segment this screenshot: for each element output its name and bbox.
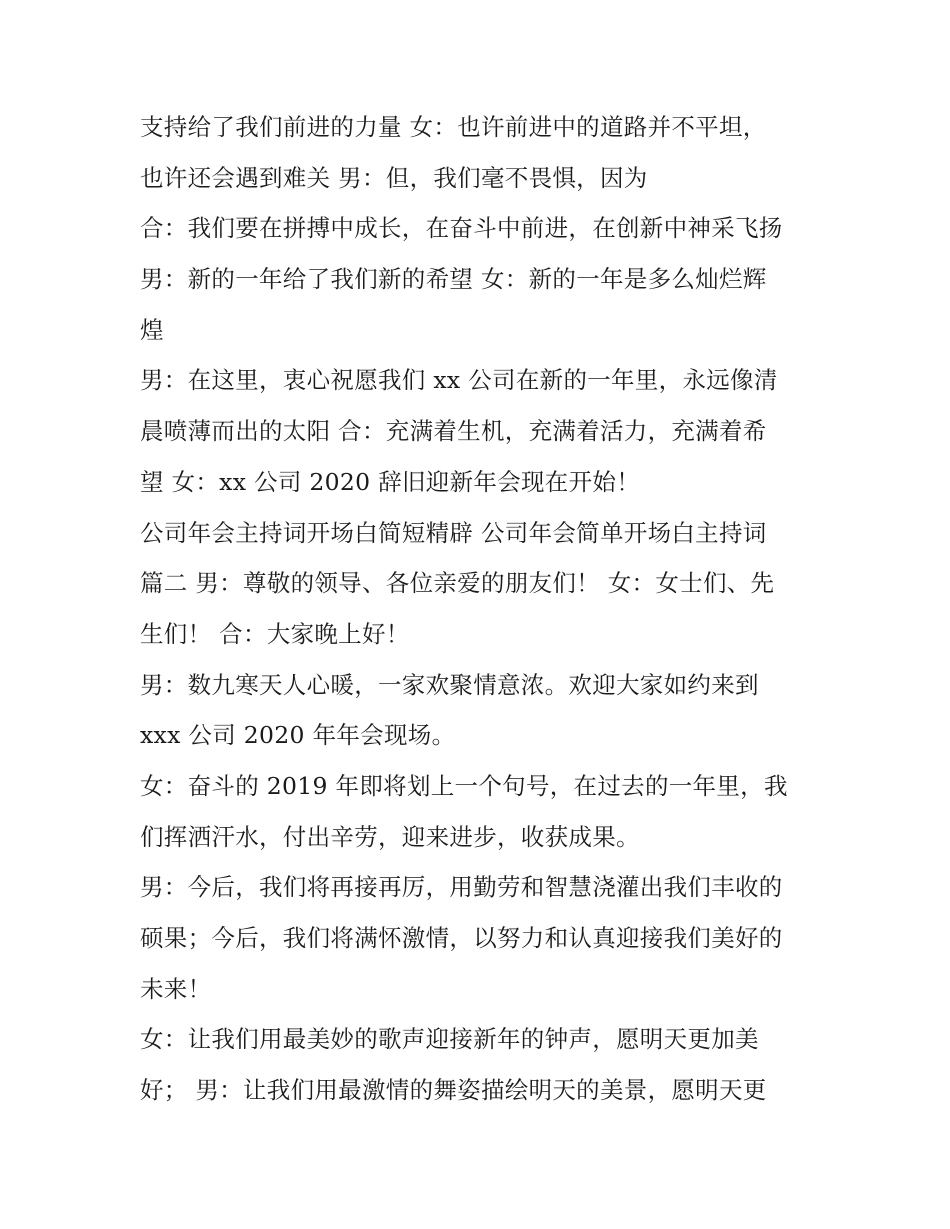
text-line: 篇二 男：尊敬的领导、各位亲爱的朋友们！ 女：女士们、先 xyxy=(140,569,775,598)
text-line: 煌 xyxy=(140,315,164,344)
text-line: 公司年会主持词开场白简短精辟 公司年会简单开场白主持词 xyxy=(140,518,767,547)
text-line: 支持给了我们前进的力量 女：也许前进中的道路并不平坦， xyxy=(140,113,767,141)
text-line: 女：奋斗的 2019 年即将划上一个句号，在过去的一年里，我 xyxy=(140,771,788,800)
text-line: 男：今后，我们将再接再厉，用勤劳和智慧浇灌出我们丰收的 xyxy=(140,873,783,902)
text-line: 硕果；今后，我们将满怀激情，以努力和认真迎接我们美好的 xyxy=(140,924,783,952)
text-line: 男：在这里，衷心祝愿我们 xx 公司在新的一年里，永远像清 xyxy=(140,366,778,395)
text-line: xxx 公司 2020 年年会现场。 xyxy=(140,721,456,750)
text-line: 未来！ xyxy=(140,974,212,1003)
text-line: 也许还会遇到难关 男：但，我们毫不畏惧，因为 xyxy=(140,163,648,192)
text-line: 生们！ 合：大家晚上好！ xyxy=(140,619,410,648)
text-line: 合：我们要在拼搏中成长，在奋斗中前进，在创新中神采飞扬 xyxy=(140,214,783,243)
text-line: 女：让我们用最美妙的歌声迎接新年的钟声，愿明天更加美 xyxy=(140,1025,759,1054)
text-line: 们挥洒汗水，付出辛劳，迎来进步，收获成果。 xyxy=(140,822,640,851)
text-line: 好； 男：让我们用最激情的舞姿描绘明天的美景，愿明天更 xyxy=(140,1076,767,1105)
text-line: 男：新的一年给了我们新的希望 女：新的一年是多么灿烂辉 xyxy=(140,265,767,294)
text-line: 男：数九寒天人心暖，一家欢聚情意浓。欢迎大家如约来到 xyxy=(140,670,759,699)
text-line: 晨喷薄而出的太阳 合：充满着生机，充满着活力，充满着希 xyxy=(140,417,767,446)
document-body xyxy=(140,102,830,1116)
text-line: 望 女：xx 公司 2020 辞旧迎新年会现在开始！ xyxy=(140,467,640,496)
